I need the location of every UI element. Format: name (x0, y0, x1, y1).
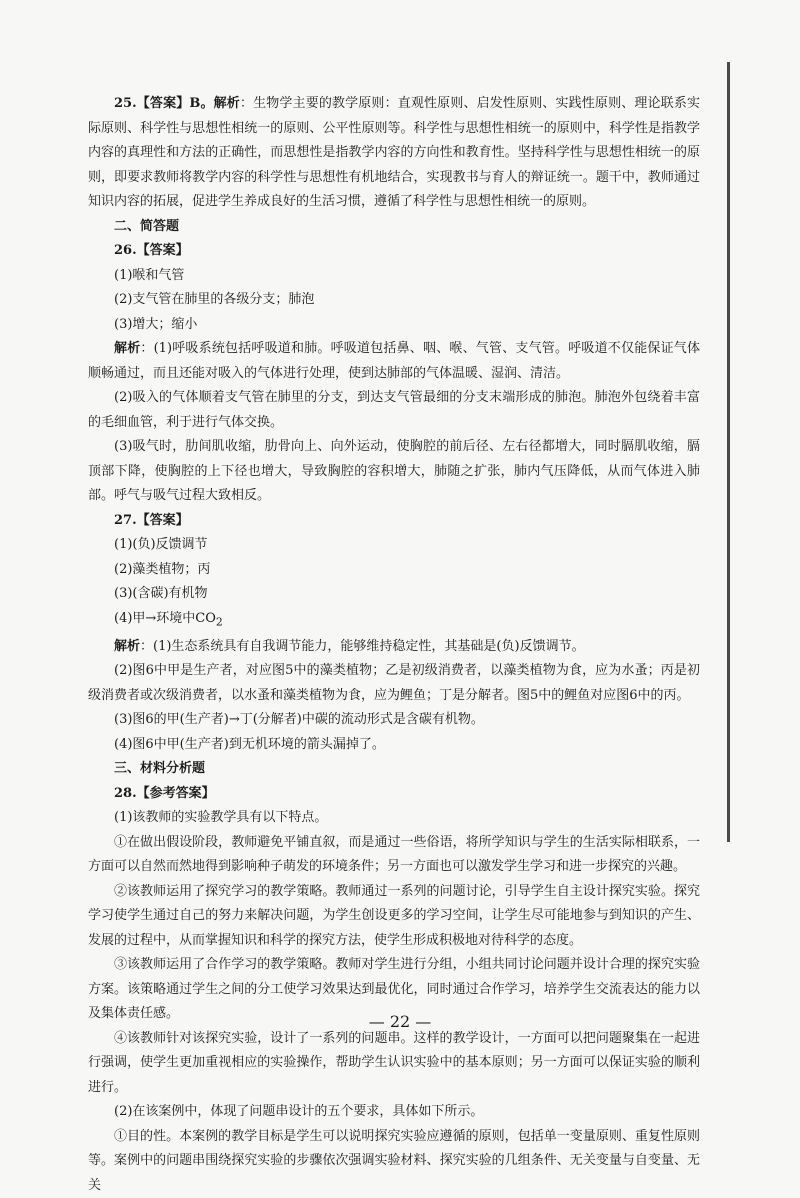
q27-number: 27. (114, 512, 137, 528)
q28-number: 28. (114, 785, 137, 801)
q27-analysis-4: (4)图6中甲(生产者)到无机环境的箭头漏掉了。 (114, 736, 385, 752)
q26-analysis-1 (88, 337, 700, 386)
q28-paragraph-7: ①目的性。本案例的教学目标是学生可以说明探究实验应遵循的原则，包括单一变量原则、重复性原则等。案例中的问题串围绕探究实验的步骤依次强调实验材料、探究实验的几组条件、无关变量与自变量、无关 (88, 1128, 700, 1193)
q28-header (88, 782, 700, 807)
q26-label: 解析 (114, 341, 141, 356)
q28-paragraph-2: ①在做出假设阶段，教师避免平铺直叙，而是通过一些俗语，将所学知识与学生的生活实际相联系，一方面可以自然而然地得到影响种子萌发的环境条件；另一方面也可以激发学生学习和进一步探究的兴趣。 (88, 834, 700, 875)
q26-answer: 【答案】 (136, 243, 189, 258)
q28-paragraph-1: (1)该教师的实验教学具有以下特点。 (114, 810, 328, 826)
document-body (88, 92, 700, 1198)
scan-edge-line (727, 62, 730, 842)
q26-header (88, 239, 700, 264)
q28-answer: 【参考答案】 (136, 785, 215, 801)
q27-analysis-3: (3)图6的甲(生产者)→丁(分解者)中碳的流动形式是含碳有机物。 (114, 712, 484, 728)
section-heading-short-answer: 二、简答题 (114, 218, 180, 234)
q27-answer-4-subscript: 2 (215, 615, 223, 629)
q28-paragraph-5: ④该教师针对该探究实验，设计了一系列的问题串。这样的教学设计，一方面可以把问题聚集在一起进行强调，使学生更加重视相应的实验操作，帮助学生认识实验中的基本原则；另一方面可以保证实验的顺利进行。 (88, 1030, 700, 1095)
q27-answer-3: (3)(含碳)有机物 (114, 586, 208, 601)
page-number: — 22 — (368, 1012, 432, 1031)
q26-analysis-3: (3)吸气时，肋间肌收缩，肋骨向上、向外运动，使胸腔的前后径、左右径都增大，同时膈肌收缩，膈顶部下降，使胸腔的上下径也增大，导致胸腔的容积增大，肺随之扩张，肺内气压降低，从而气体进入肺部。呼气与吸气过程大致相反。 (88, 439, 700, 503)
q27-label: 解析 (114, 638, 141, 654)
q27-answer-1: (1)(负)反馈调节 (114, 537, 208, 552)
q26-analysis-2: (2)吸入的气体顺着支气管在肺里的分支，到达支气管最细的分支末端形成的肺泡。肺泡外包绕着丰富的毛细血管，利于进行气体交换。 (88, 390, 700, 430)
q27-answer-4-text: (4)甲→环境中CO (114, 610, 216, 626)
section-heading-material-analysis: 三、材料分析题 (114, 761, 206, 777)
q27-answer: 【答案】 (136, 512, 189, 528)
q26-number: 26. (114, 243, 137, 258)
q27-header (88, 509, 700, 534)
q26-answer-3: (3)增大；缩小 (114, 316, 198, 332)
q27-answer-2: (2)藻类植物；丙 (114, 561, 211, 577)
q28-paragraph-4: ③该教师运用了合作学习的教学策略。教师对学生进行分组，小组共同讨论问题并设计合理的探究实验方案。该策略通过学生之间的分工使学习效果达到最优化，同时通过合作学习，培养学生交流表达的能力以及集体责任感。 (88, 957, 700, 1022)
q25-paragraph (88, 92, 700, 215)
q27-analysis-1-text: ：(1)生态系统具有自我调节能力，能够维持稳定性，其基础是(负)反馈调节。 (140, 638, 585, 654)
q25-number: 25. (114, 96, 137, 111)
q28-paragraph-3: ②该教师运用了探究学习的教学策略。教师通过一系列的问题讨论，引导学生自主设计探究实验。探究学习使学生通过自己的努力来解决问题，为学生创设更多的学习空间，让学生尽可能地参与到知识的产生、发展的过程中，从而掌握知识和科学的探究方法，使学生形成积极地对待科学的态度。 (88, 883, 700, 948)
q26-answer-2: (2)支气管在肺里的各级分支；肺泡 (114, 292, 315, 307)
q26-answer-1: (1)喉和气管 (114, 267, 185, 283)
q25-answer: 【答案】B。 (136, 96, 214, 111)
q28-paragraph-6: (2)在该案例中，体现了问题串设计的五个要求，具体如下所示。 (114, 1104, 484, 1120)
q25-text: ：生物学主要的教学原则：直观性原则、启发性原则、实践性原则、理论联系实际原则、科学性与思想性相统一的原则、公平性原则等。科学性与思想性相统一的原则中，科学性是指教学内容的真理性和方法的正确性，而思想性是指教学内容的方向性和教育性。坚持科学性与思想性相统一的原则，即要求教师将教学内容的科学性与思想性有机地结合，实现教书与育人的辩证统一。题干中，教师通过知识内容的拓展，促进学生养成良好的生活习惯，遵循了科学性与思想性相统一的原则。 (88, 96, 700, 209)
q25-label: 解析 (213, 96, 240, 111)
q26-analysis-1-text: ：(1)呼吸系统包括呼吸道和肺。呼吸道包括鼻、咽、喉、气管、支气管。呼吸道不仅能保证气体顺畅通过，而且还能对吸入的气体进行处理，使到达肺部的气体温暖、湿润、清洁。 (88, 341, 700, 381)
q27-analysis-1 (88, 635, 700, 660)
q27-answer-4 (88, 607, 700, 635)
q27-analysis-2: (2)图6中甲是生产者，对应图5中的藻类植物；乙是初级消费者，以藻类植物为食，应为水蚤；丙是初级消费者或次级消费者，以水蚤和藻类植物为食，应为鲤鱼；丁是分解者。图5中的鲤鱼对应图6中的丙。 (88, 663, 700, 703)
